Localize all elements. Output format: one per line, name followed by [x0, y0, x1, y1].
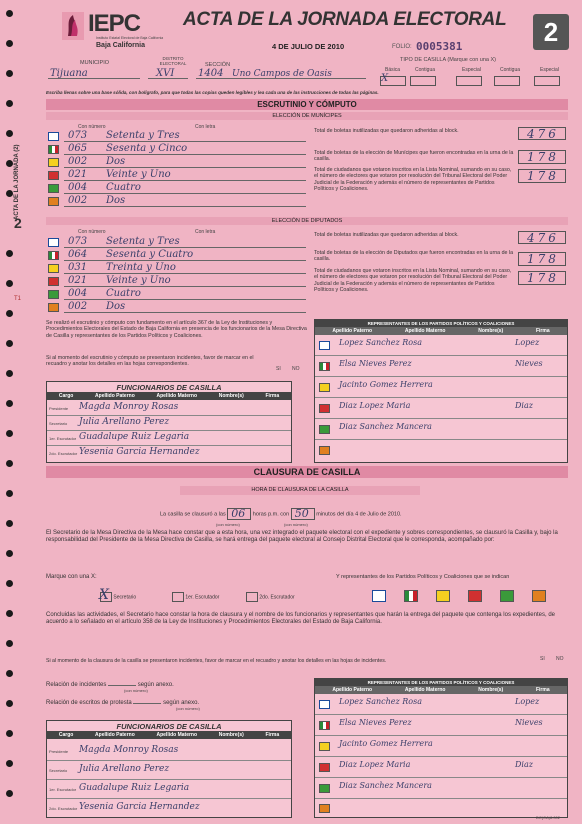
row-cargo: 2do. Escrutador — [49, 451, 78, 456]
relacion-incidentes-post: según anexo. — [137, 682, 174, 688]
hora-clausura-title: HORA DE CLAUSURA DE LA CASILLA — [180, 486, 420, 495]
total-label: Total de boletas de la elección de Munícipes que fueron encontradas en la urna de la casilla. — [314, 150, 514, 163]
total-box[interactable] — [518, 252, 566, 266]
vote-text: Sesenta y Cuatro — [106, 249, 194, 260]
vote-field[interactable] — [64, 260, 306, 261]
marque-right: Y representantes de los Partidos Políticos y Coaliciones que se indican — [336, 574, 510, 580]
punch-hole — [6, 70, 13, 77]
footer-code: DC(CA)8.002 — [536, 815, 561, 820]
punch-hole — [6, 310, 13, 317]
representantes-table-1 — [314, 319, 568, 463]
vote-text: Treinta y Uno — [106, 262, 176, 273]
tipo-mark: X — [381, 73, 389, 84]
party-logo-pt — [319, 404, 330, 413]
minutos-box[interactable] — [291, 508, 315, 520]
col-cargo: Cargo — [58, 393, 74, 399]
col-nombre: Nombre(s) — [218, 393, 244, 399]
vote-text: Dos — [106, 195, 126, 206]
table-row — [47, 447, 291, 461]
rep-signature[interactable]: Nieves — [515, 718, 543, 727]
punch-hole — [6, 280, 13, 287]
rep-signature[interactable]: Lopez — [515, 338, 540, 347]
vote-num: 002 — [68, 195, 88, 206]
party-logo-conv[interactable] — [532, 590, 546, 602]
row-name[interactable]: Yesenia Garcia Hernandez — [79, 447, 200, 457]
funcionarios-header — [47, 731, 291, 739]
rep-name[interactable]: Lopez Sanchez Rosa — [339, 697, 422, 706]
relacion-escritos-field[interactable] — [133, 698, 161, 704]
option-escrutador-2[interactable] — [246, 592, 295, 602]
option-label: 1er. Escrutador — [185, 594, 220, 601]
col-firma: Firma — [535, 328, 550, 334]
tipo-checkbox-contigua-2[interactable] — [494, 76, 520, 86]
rep-name[interactable]: Elsa Nieves Perez — [339, 718, 412, 727]
funcionarios-table-1 — [46, 381, 292, 463]
si-label: SI — [540, 656, 545, 662]
vote-text: Cuatro — [106, 288, 141, 299]
rep-name[interactable]: Jacinto Gomez Herrera — [339, 380, 433, 389]
relacion-incidentes — [46, 680, 174, 688]
representantes-header — [315, 327, 567, 335]
col-firma: Firma — [265, 732, 280, 738]
punch-hole — [6, 160, 13, 167]
tipo-contigua-2: Contigua — [500, 67, 521, 73]
vote-text: Dos — [106, 301, 126, 312]
punch-hole — [6, 340, 13, 347]
marque-label: Marque con una X: — [46, 574, 97, 580]
relacion-incidentes-field[interactable] — [108, 680, 136, 686]
row-cargo: Presidente — [49, 406, 69, 411]
row-cargo: 1er. Escrutador — [49, 787, 77, 792]
clausura-para-1: El Secretario de la Mesa Directiva de la Mesa hace constar que a esta hora, una vez integrado el paquete electoral con el expediente y sobres correspondientes, se clausuró la Casilla y, bajo la responsabilidad del Presidente de la Mesa Directiva de Casilla, se hará entrega del paquete electoral al Consejo Distrital Electoral que le corresponda, acompañado por: — [46, 530, 558, 544]
party-logo-pri — [319, 362, 330, 371]
tipo-checkbox-especial-2[interactable] — [534, 76, 560, 86]
col-num-label: Con número — [78, 229, 106, 235]
col-paterno: Apellido Paterno — [332, 328, 373, 334]
row-cargo: Secretario — [49, 768, 68, 773]
funcionarios-title: FUNCIONARIOS DE CASILLA — [116, 383, 222, 392]
rep-signature[interactable]: Diaz — [515, 760, 533, 769]
party-logo-prd — [319, 742, 330, 751]
folio-label: FOLIO: — [392, 44, 412, 50]
row-name[interactable]: Yesenia Garcia Hernandez — [79, 802, 200, 812]
clausura-title: CLAUSURA DE CASILLA — [46, 466, 568, 478]
vote-field[interactable] — [64, 273, 306, 274]
vote-text: Dos — [106, 156, 126, 167]
punch-hole — [6, 760, 13, 767]
punch-hole — [6, 250, 13, 257]
representantes-header — [315, 686, 567, 694]
punch-hole — [6, 430, 13, 437]
punch-hole — [6, 550, 13, 557]
rep-name[interactable]: Diaz Sanchez Mancera — [339, 781, 432, 790]
vote-field[interactable] — [64, 141, 306, 142]
vote-text: Setenta y Tres — [106, 130, 180, 141]
iepc-logo — [62, 12, 84, 40]
total-box[interactable] — [518, 271, 566, 285]
option-checkbox[interactable] — [172, 592, 184, 602]
col-paterno: Apellido Paterno — [332, 687, 373, 693]
rep-name[interactable]: Lopez Sanchez Rosa — [339, 338, 422, 347]
diputados-title: ELECCIÓN DE DIPUTADOS — [46, 217, 568, 225]
option-escrutador-1[interactable] — [172, 592, 219, 602]
party-logo-pri — [48, 251, 59, 260]
vote-row — [46, 144, 308, 155]
hora-line — [160, 508, 402, 520]
document-title: ACTA DE LA JORNADA ELECTORAL — [183, 9, 507, 30]
punch-hole — [6, 100, 13, 107]
total-value: 476 — [527, 127, 559, 141]
option-label: Secretario — [113, 594, 137, 601]
vote-num: 002 — [68, 156, 88, 167]
vote-row — [46, 302, 308, 313]
vote-row — [46, 157, 308, 168]
rep-name[interactable]: Diaz Lopez Maria — [339, 401, 411, 410]
party-logo-conv — [319, 804, 330, 813]
punch-hole — [6, 370, 13, 377]
vote-row — [46, 250, 308, 261]
vote-text: Setenta y Tres — [106, 236, 180, 247]
municipio-field[interactable] — [48, 68, 140, 79]
vote-row — [46, 289, 308, 300]
option-mark: X — [99, 587, 109, 603]
escrutinio-title: ESCRUTINIO Y CÓMPUTO — [46, 99, 568, 110]
hora-sub-1: (con número) — [216, 522, 240, 527]
col-materno: Apellido Materno — [156, 732, 198, 738]
vote-num: 031 — [68, 262, 88, 273]
table-row — [315, 336, 567, 356]
row-cargo: 2do. Escrutador — [49, 806, 78, 811]
col-paterno: Apellido Paterno — [95, 393, 135, 399]
col-nombre: Nombre(s) — [218, 732, 244, 738]
tipo-contigua-1: Contigua — [415, 67, 436, 73]
col-paterno: Apellido Paterno — [95, 732, 135, 738]
vote-field[interactable] — [64, 154, 306, 155]
total-label: Total de ciudadanos que votaron inscritos en la Lista Nominal, sumando en su caso, el número de electores que votaron por resolución del Tribunal Electoral del Poder Judicial de la Federación y además el número de representantes de Partidos Políticos y Coaliciones. — [314, 167, 512, 193]
party-logo-pvem[interactable] — [500, 590, 514, 602]
table-row — [315, 441, 567, 461]
col-materno: Apellido Materno — [404, 328, 446, 334]
funcionarios-header — [47, 392, 291, 400]
vote-field[interactable] — [64, 312, 306, 313]
logo-subtitle: Instituto Estatal Electoral de Baja California — [96, 36, 164, 40]
row-name[interactable]: Guadalupe Ruiz Legaria — [79, 783, 190, 793]
punch-hole — [6, 130, 13, 137]
total-value: 178 — [527, 150, 559, 164]
total-box[interactable] — [518, 231, 566, 244]
punch-hole — [6, 670, 13, 677]
party-logo-pt — [319, 763, 330, 772]
rep-signature[interactable]: Lopez — [515, 697, 540, 706]
hora-pre: La casilla se clausuró a las — [160, 511, 226, 518]
vote-field[interactable] — [64, 193, 306, 194]
option-label: 2do. Escrutador — [259, 594, 295, 601]
hora-box[interactable] — [227, 508, 251, 520]
col-firma: Firma — [265, 393, 280, 399]
table-row — [315, 716, 567, 736]
rep-name[interactable]: Diaz Lopez Maria — [339, 760, 411, 769]
col-cargo: Cargo — [58, 732, 74, 738]
seccion-label: SECCIÓN — [205, 62, 231, 68]
row-name[interactable]: Julia Arellano Perez — [79, 764, 170, 774]
table-row — [315, 420, 567, 440]
party-logo-prd — [319, 383, 330, 392]
no-label: NO — [292, 366, 300, 372]
table-row — [315, 737, 567, 757]
table-row — [315, 399, 567, 419]
document-date: 4 DE JULIO DE 2010 — [272, 42, 345, 51]
party-logo-pvem — [319, 425, 330, 434]
table-row — [47, 402, 291, 416]
funcionarios-title: FUNCIONARIOS DE CASILLA — [116, 722, 222, 731]
party-logo-prd — [48, 264, 59, 273]
vote-num: 073 — [68, 130, 88, 141]
option-checkbox[interactable] — [246, 592, 258, 602]
vote-num: 004 — [68, 288, 88, 299]
punch-hole — [6, 610, 13, 617]
vote-num: 065 — [68, 143, 88, 154]
option-secretario[interactable] — [99, 587, 137, 603]
tipo-checkbox-contigua[interactable] — [410, 76, 436, 86]
total-box[interactable] — [518, 150, 566, 164]
vote-row — [46, 170, 308, 181]
vote-field[interactable] — [64, 286, 306, 287]
relacion-escritos — [46, 698, 199, 706]
vote-row — [46, 196, 308, 207]
seccion-field[interactable] — [196, 68, 366, 79]
party-logo-pan — [319, 700, 330, 709]
vote-row — [46, 237, 308, 248]
representantes-table-2 — [314, 678, 568, 818]
rep-name[interactable]: Jacinto Gomez Herrera — [339, 739, 433, 748]
vote-num: 004 — [68, 182, 88, 193]
vote-num: 021 — [68, 169, 88, 180]
municipes-title: ELECCIÓN DE MUNÍCIPES — [46, 112, 568, 120]
con-numero-1: (con número) — [124, 688, 148, 693]
total-label: Total de ciudadanos que votaron inscritos en la Lista Nominal, sumando en su caso, el número de electores que votaron por resolución del Tribunal Electoral del Poder Judicial de la Federación y además el número de representantes de Partidos Políticos y Coaliciones. — [314, 268, 512, 294]
party-logo-pvem — [48, 184, 59, 193]
distrito-label: DISTRITO ELECTORAL — [159, 56, 187, 66]
option-checkbox[interactable] — [99, 587, 112, 603]
total-value: 178 — [527, 169, 559, 183]
side-label: ACTA DE LA JORNADA (2) — [14, 144, 20, 220]
row-cargo: Presidente — [49, 749, 69, 754]
row-name[interactable]: Guadalupe Ruiz Legaria — [79, 432, 190, 442]
vote-num: 021 — [68, 275, 88, 286]
punch-hole — [6, 460, 13, 467]
vote-field[interactable] — [64, 299, 306, 300]
table-row — [47, 417, 291, 431]
hora-value: 06 — [231, 507, 246, 520]
table-row — [47, 800, 291, 818]
relacion-escritos-label: Relación de escritos de protesta — [46, 700, 132, 706]
incidents-question-2: Si al momento de la clausura de la casilla se presentaron incidentes, favor de marcar en el recuadro y anotar los detalles en las hojas de incidentes. — [46, 658, 387, 664]
punch-hole — [6, 520, 13, 527]
party-logo-pvem — [319, 784, 330, 793]
party-logo-pt[interactable] — [468, 590, 482, 602]
vote-num: 002 — [68, 301, 88, 312]
vote-row — [46, 276, 308, 287]
legal-text: Se realizó el escrutinio y cómputo con fundamento en el artículo 367 de la Ley de Instituciones y Procedimientos Electorales del Estado de Baja California en presencia de los funcionarios de la Mesa Directiva de Casilla y representantes de los Partidos Políticos y Coaliciones. — [46, 320, 307, 339]
row-cargo: Secretario — [49, 421, 68, 426]
party-logo-pri — [48, 145, 59, 154]
vote-field[interactable] — [64, 247, 306, 248]
party-logo-pvem — [48, 290, 59, 299]
table-row — [47, 743, 291, 761]
vote-row — [46, 131, 308, 142]
punch-hole — [6, 40, 13, 47]
row-name[interactable]: Julia Arellano Perez — [79, 417, 170, 427]
hora-post: minutos del día 4 de Julio de 2010. — [316, 511, 402, 518]
total-label: Total de boletas de la elección de Diputados que fueron encontradas en la urna de la casilla. — [314, 250, 514, 263]
distrito-field[interactable] — [148, 68, 188, 79]
representantes-title: REPRESENTANTES DE LOS PARTIDOS POLÍTICOS Y COALICIONES — [315, 320, 567, 327]
rep-signature[interactable]: Diaz — [515, 401, 533, 410]
row-name[interactable]: Magda Monroy Rosas — [79, 745, 179, 755]
vote-field[interactable] — [64, 167, 306, 168]
punch-hole — [6, 190, 13, 197]
relacion-escritos-post: según anexo. — [163, 700, 200, 706]
tipo-checkbox-basica[interactable] — [380, 73, 406, 86]
side-number: 2 — [14, 215, 22, 231]
instructions: Escriba llenas sobre una base sólida, con bolígrafo, para que todas las copias queden legibles y lea cada una de las instrucciones de todas las páginas. — [46, 90, 379, 95]
total-label: Total de boletas inutilizadas que quedaron adheridas al block. — [314, 128, 459, 134]
min-value: 50 — [294, 507, 309, 520]
total-value: 178 — [527, 252, 559, 266]
vote-text: Cuatro — [106, 182, 141, 193]
party-logo-conv — [48, 303, 59, 312]
municipio-label: MUNICIPIO — [80, 60, 110, 66]
party-logo-pan — [319, 341, 330, 350]
row-cargo: 1er. Escrutador — [49, 436, 77, 441]
table-row — [315, 357, 567, 377]
sheet-number-badge — [533, 14, 569, 50]
con-numero-2: (con número) — [176, 706, 200, 711]
vote-field[interactable] — [64, 206, 306, 207]
col-materno: Apellido Materno — [156, 393, 198, 399]
incidents-question-1: Si al momento del escrutinio y cómputo se presentaron incidentes, favor de marcar en el recuadro y anotar los detalles en las hojas correspondientes. — [46, 355, 254, 368]
party-logo-pan — [48, 238, 59, 247]
party-logo-pri[interactable] — [404, 590, 418, 602]
rep-name[interactable]: Elsa Nieves Perez — [339, 359, 412, 368]
seccion-value: 1404 — [198, 68, 224, 79]
clausura-para-2: Concluidas las actividades, el Secretario hace constar la hora de clausura y el nombre de los funcionarios y representantes que harán la entrega del paquete que contenga los expedientes, de acuerdo a lo señalado en el artículo 358 de la Ley de Instituciones y Procedimientos Electorales del Estado de Baja California. — [46, 612, 555, 626]
representantes-title: REPRESENTANTES DE LOS PARTIDOS POLÍTICOS Y COALICIONES — [315, 679, 567, 686]
vote-row — [46, 183, 308, 194]
col-num-label: Con número — [78, 124, 106, 130]
vote-text: Veinte y Uno — [106, 169, 171, 180]
logo-state: Baja California — [96, 42, 146, 49]
punch-hole — [6, 790, 13, 797]
rep-signature[interactable]: Nieves — [515, 359, 543, 368]
total-label: Total de boletas inutilizadas que quedaron adheridas al block. — [314, 232, 459, 238]
tipo-basica: Básica — [385, 67, 401, 73]
punch-hole — [6, 640, 13, 647]
hora-sub-2: (con número) — [284, 522, 308, 527]
vote-text: Sesenta y Cinco — [106, 143, 188, 154]
rep-name[interactable]: Diaz Sanchez Mancera — [339, 422, 432, 431]
col-firma: Firma — [535, 687, 550, 693]
table-row — [315, 695, 567, 715]
table-row — [315, 800, 567, 818]
col-letra-label: Con letra — [195, 229, 216, 235]
party-logo-pt — [48, 277, 59, 286]
folio-value: 0005381 — [416, 40, 463, 53]
no-label: NO — [556, 656, 564, 662]
funcionarios-table-2 — [46, 720, 292, 818]
side-code: T1 — [14, 296, 22, 302]
punch-hole — [6, 400, 13, 407]
tipo-especial-1: Especial — [462, 67, 481, 73]
punch-hole — [6, 490, 13, 497]
vote-text: Veinte y Uno — [106, 275, 171, 286]
table-row — [315, 378, 567, 398]
party-logo-pan[interactable] — [372, 590, 386, 602]
party-logo-pan — [48, 132, 59, 141]
col-materno: Apellido Materno — [404, 687, 446, 693]
total-value: 476 — [527, 231, 559, 245]
party-logo-prd[interactable] — [436, 590, 450, 602]
tipo-casilla-label: TIPO DE CASILLA (Marque con una X) — [400, 57, 496, 63]
table-row — [47, 762, 291, 780]
party-logo-prd — [48, 158, 59, 167]
domicilio-value: Uno Campos de Oasis — [232, 69, 332, 79]
relacion-incidentes-label: Relación de incidentes — [46, 682, 107, 688]
table-row — [315, 758, 567, 778]
vote-row — [46, 263, 308, 274]
party-logo-conv — [319, 446, 330, 455]
total-value: 178 — [527, 271, 559, 285]
punch-hole — [6, 10, 13, 17]
hora-mid: horas p.m. con — [252, 511, 290, 518]
col-nombre: Nombre(s) — [478, 687, 504, 693]
party-logo-pri — [319, 721, 330, 730]
punch-hole — [6, 580, 13, 587]
punch-hole — [6, 730, 13, 737]
table-row — [315, 779, 567, 799]
row-name[interactable]: Magda Monroy Rosas — [79, 402, 179, 412]
col-nombre: Nombre(s) — [478, 328, 504, 334]
party-logo-pt — [48, 171, 59, 180]
vote-num: 073 — [68, 236, 88, 247]
sheet-number: 2 — [543, 17, 559, 47]
party-logo-conv — [48, 197, 59, 206]
tipo-checkbox-especial[interactable] — [456, 76, 482, 86]
municipio-value: Tijuana — [50, 68, 88, 79]
punch-hole — [6, 700, 13, 707]
tipo-especial-2: Especial — [540, 67, 559, 73]
total-box[interactable] — [518, 127, 566, 140]
col-letra-label: Con letra — [195, 124, 216, 130]
distrito-value: XVI — [156, 68, 175, 79]
table-row — [47, 432, 291, 446]
vote-num: 064 — [68, 249, 88, 260]
total-box[interactable] — [518, 169, 566, 183]
table-row — [47, 781, 291, 799]
logo-text: IEPC — [88, 10, 141, 37]
vote-field[interactable] — [64, 180, 306, 181]
si-label: SI — [276, 366, 281, 372]
